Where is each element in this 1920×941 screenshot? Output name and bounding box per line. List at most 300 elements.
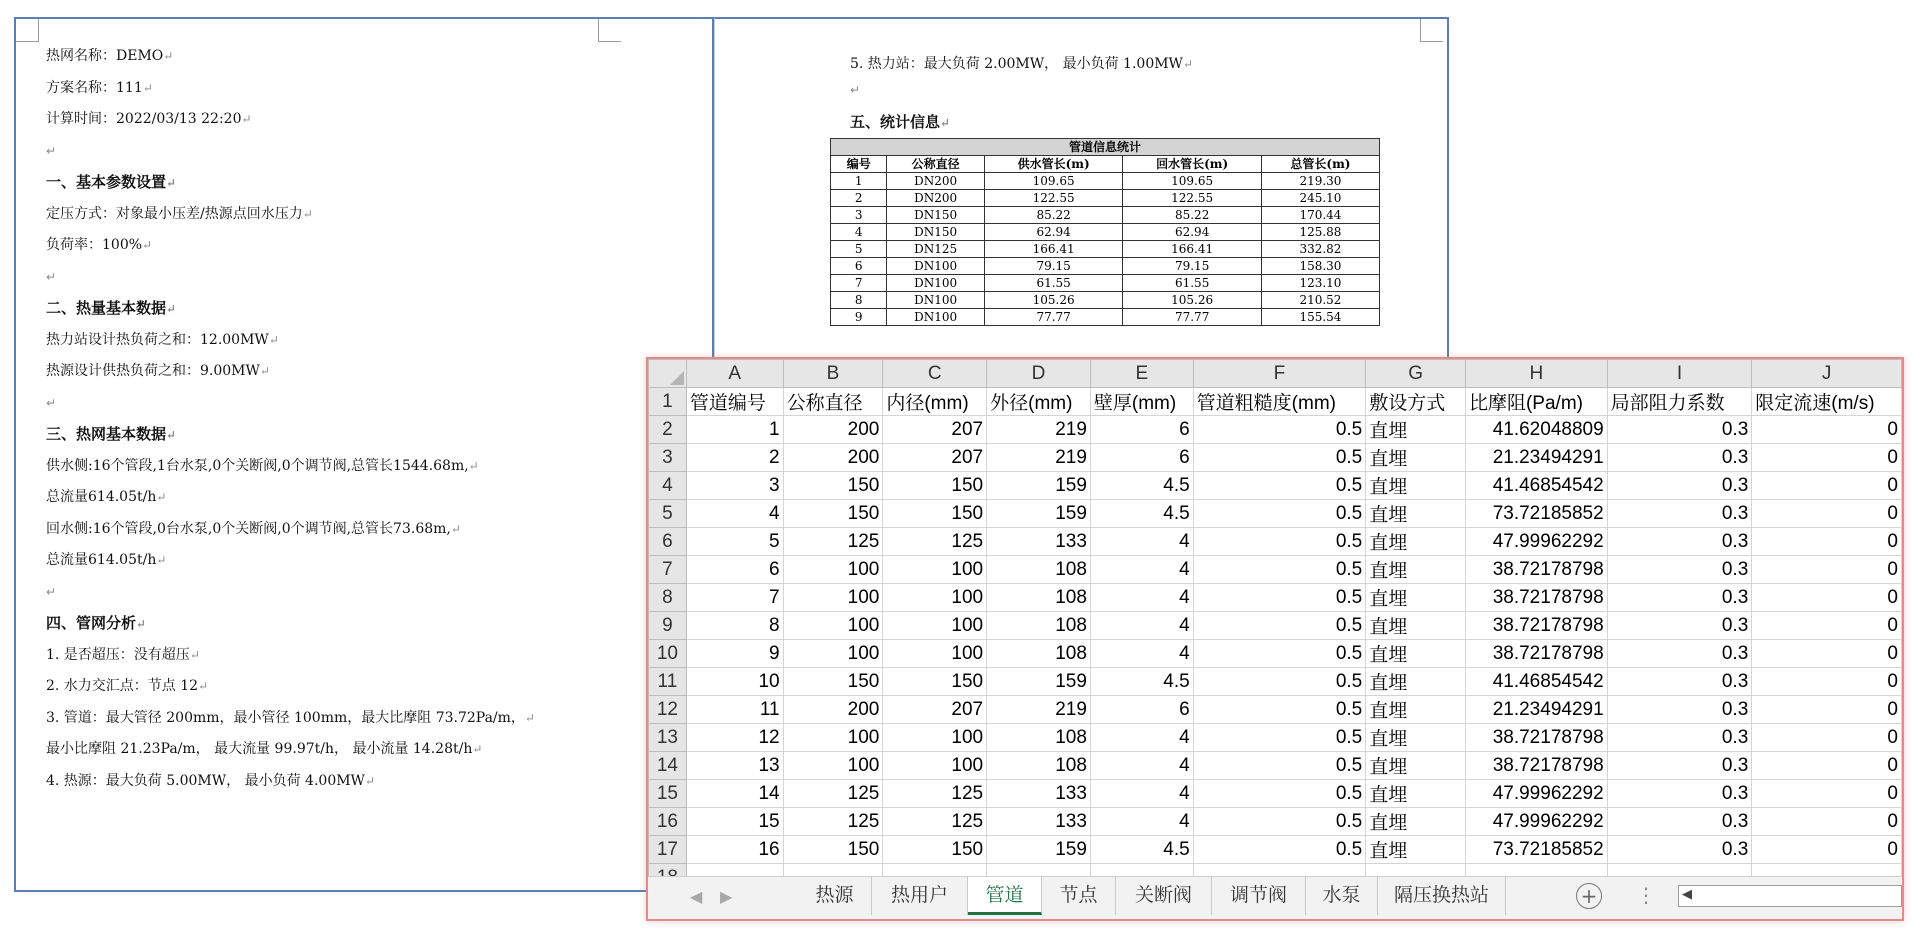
sheet-row: [649, 528, 1902, 556]
cell[interactable]: 0.5: [1193, 780, 1366, 808]
crop-mark-top-left: [16, 19, 39, 42]
cell[interactable]: 直埋: [1366, 696, 1466, 724]
row-header[interactable]: 5: [649, 500, 687, 528]
cell[interactable]: 6: [1090, 444, 1193, 472]
row-header[interactable]: 12: [649, 696, 687, 724]
cell[interactable]: 159: [987, 472, 1091, 500]
cell[interactable]: 100: [783, 724, 883, 752]
cell[interactable]: 125: [783, 780, 883, 808]
report-line-text: 四、管网分析: [46, 614, 137, 632]
cell[interactable]: 0.3: [1607, 752, 1752, 780]
sheet-row: [649, 668, 1902, 696]
cell[interactable]: 0.3: [1607, 612, 1752, 640]
report-line-text: 总流量614.05t/h: [46, 489, 157, 505]
cell[interactable]: 108: [987, 556, 1091, 584]
cell[interactable]: 0.3: [1607, 472, 1752, 500]
cell[interactable]: 41.62048809: [1465, 416, 1607, 444]
table-cell: DN100: [887, 275, 984, 292]
sheet-tab[interactable]: 水泵: [1306, 877, 1378, 915]
cell[interactable]: 4.5: [1090, 836, 1193, 864]
cell[interactable]: 2: [686, 444, 783, 472]
row-header[interactable]: 4: [649, 472, 687, 500]
cell[interactable]: 4.5: [1090, 472, 1193, 500]
sheet-tab[interactable]: 关断阀: [1116, 877, 1212, 915]
cell[interactable]: 直埋: [1366, 556, 1466, 584]
table-row: [831, 207, 1380, 224]
paragraph-mark-icon: ↵: [268, 332, 279, 347]
crop-mark-top-right: [598, 19, 621, 42]
paragraph-mark-icon: ↵: [156, 553, 167, 567]
cell[interactable]: 直埋: [1366, 500, 1466, 528]
column-header-g[interactable]: G: [1366, 360, 1466, 388]
cell[interactable]: 9: [686, 640, 783, 668]
report-line-text: 二、热量基本数据: [46, 299, 167, 317]
cell[interactable]: 100: [783, 612, 883, 640]
sheet-row: [649, 836, 1902, 864]
cell[interactable]: 47.99962292: [1465, 528, 1607, 556]
cell[interactable]: 0: [1752, 612, 1902, 640]
cell[interactable]: 0.5: [1193, 668, 1366, 696]
sheet-row: [649, 696, 1902, 724]
cell[interactable]: 125: [883, 528, 987, 556]
cell[interactable]: 108: [987, 640, 1091, 668]
cell[interactable]: 直埋: [1366, 472, 1466, 500]
report-line-text: 热网名称：DEMO: [46, 48, 164, 64]
cell[interactable]: 73.72185852: [1465, 500, 1607, 528]
cell[interactable]: 200: [783, 444, 883, 472]
cell[interactable]: 0: [1752, 696, 1902, 724]
table-cell: 109.65: [1123, 173, 1262, 190]
chevron-right-icon[interactable]: ▶: [720, 887, 733, 906]
cell[interactable]: 直埋: [1366, 528, 1466, 556]
table-row: [831, 292, 1380, 309]
cell[interactable]: 100: [783, 640, 883, 668]
cell[interactable]: 4.5: [1090, 668, 1193, 696]
cell[interactable]: 125: [783, 808, 883, 836]
cell[interactable]: 150: [783, 472, 883, 500]
sheet-tab[interactable]: 调节阀: [1212, 877, 1306, 915]
cell[interactable]: 8: [686, 612, 783, 640]
cell[interactable]: 0.3: [1607, 808, 1752, 836]
paragraph-mark-icon: ↵: [302, 206, 313, 221]
cell[interactable]: 6: [1090, 696, 1193, 724]
cell[interactable]: 21.23494291: [1465, 444, 1607, 472]
cell[interactable]: 108: [987, 612, 1091, 640]
column-header-i[interactable]: I: [1607, 360, 1752, 388]
cell[interactable]: 0.5: [1193, 472, 1366, 500]
cell[interactable]: 100: [883, 612, 987, 640]
cell[interactable]: 直埋: [1366, 780, 1466, 808]
cell[interactable]: 0: [1752, 724, 1902, 752]
paragraph-mark-icon: ↵: [189, 647, 200, 662]
table-cell: 3: [831, 207, 887, 224]
report-line: [46, 675, 208, 695]
paragraph-mark-icon: ↵: [364, 773, 376, 788]
cell[interactable]: 41.46854542: [1465, 668, 1607, 696]
cell[interactable]: 0.5: [1193, 584, 1366, 612]
chevron-left-icon[interactable]: ◀: [690, 887, 703, 906]
cell[interactable]: 12: [686, 724, 783, 752]
cell[interactable]: 11: [686, 696, 783, 724]
sheet-tab[interactable]: 隔压换热站: [1378, 877, 1506, 915]
cell[interactable]: 133: [987, 808, 1091, 836]
cell[interactable]: 5: [686, 528, 783, 556]
crop-mark-top-right: [1420, 19, 1443, 42]
cell[interactable]: 比摩阻(Pa/m): [1465, 388, 1607, 416]
table-header-row: [831, 156, 1380, 173]
cell[interactable]: 0.5: [1193, 808, 1366, 836]
row-header[interactable]: 11: [649, 668, 687, 696]
sheet-row: [649, 640, 1902, 668]
report-line-text: 供水侧:16个管段,1台水泵,0个关断阀,0个调节阀,总管长1544.68m,: [46, 457, 469, 474]
sheet-tab-bar: [648, 876, 1902, 919]
cell[interactable]: 3: [686, 472, 783, 500]
cell[interactable]: 100: [783, 584, 883, 612]
cell[interactable]: 0.5: [1193, 556, 1366, 584]
cell[interactable]: 108: [987, 752, 1091, 780]
cell[interactable]: 6: [1090, 416, 1193, 444]
cell[interactable]: 4: [1090, 780, 1193, 808]
table-cell: DN100: [887, 258, 984, 275]
cell[interactable]: 0: [1752, 640, 1902, 668]
cell[interactable]: 38.72178798: [1465, 556, 1607, 584]
cell[interactable]: 10: [686, 668, 783, 696]
row-header[interactable]: 3: [649, 444, 687, 472]
column-header-b[interactable]: B: [783, 360, 883, 388]
cell[interactable]: 0.5: [1193, 724, 1366, 752]
cell[interactable]: 0.5: [1193, 528, 1366, 556]
cell[interactable]: 0: [1752, 528, 1902, 556]
column-header-row: [649, 360, 1902, 388]
sheet-tab[interactable]: 热源: [798, 877, 872, 915]
cell[interactable]: 0: [1752, 416, 1902, 444]
cell[interactable]: 38.72178798: [1465, 584, 1607, 612]
cell[interactable]: 直埋: [1366, 724, 1466, 752]
report-line-text: 计算时间：2022/03/13 22:20: [46, 111, 242, 127]
cell[interactable]: 47.99962292: [1465, 780, 1607, 808]
report-line-text: 3. 管道：最大管径 200mm，最小管径 100mm，最大比摩阻 73.72Pa/m，: [46, 709, 525, 726]
table-cell: 77.77: [1123, 309, 1262, 326]
cell[interactable]: 14: [686, 780, 783, 808]
cell[interactable]: 0.3: [1607, 416, 1752, 444]
sheet-tab[interactable]: 热用户: [872, 877, 968, 915]
cell[interactable]: 壁厚(mm): [1090, 388, 1193, 416]
column-header-a[interactable]: A: [686, 360, 783, 388]
cell[interactable]: 100: [883, 584, 987, 612]
row-header[interactable]: 15: [649, 780, 687, 808]
cell[interactable]: 150: [883, 500, 987, 528]
cell[interactable]: 公称直径: [783, 388, 883, 416]
cell[interactable]: 0: [1752, 444, 1902, 472]
cell[interactable]: 0.3: [1607, 780, 1752, 808]
station-load-line: 5. 热力站：最大负荷 2.00MW， 最小负荷 1.00MW↵: [850, 56, 1194, 72]
cell[interactable]: 0.5: [1193, 752, 1366, 780]
cell[interactable]: 限定流速(m/s): [1752, 388, 1902, 416]
cell[interactable]: 0.5: [1193, 836, 1366, 864]
table-cell: 1: [831, 173, 887, 190]
table-cell: DN125: [887, 241, 984, 258]
cell[interactable]: 0: [1752, 472, 1902, 500]
paragraph-mark-icon: ↵: [940, 116, 951, 130]
table-cell: 79.15: [984, 258, 1123, 275]
cell[interactable]: 直埋: [1366, 584, 1466, 612]
sheet-body: [649, 388, 1902, 892]
cell[interactable]: 16: [686, 836, 783, 864]
column-header-e[interactable]: E: [1090, 360, 1193, 388]
cell[interactable]: 159: [987, 836, 1091, 864]
cell[interactable]: 4: [1090, 612, 1193, 640]
row-header[interactable]: 14: [649, 752, 687, 780]
cell[interactable]: 外径(mm): [987, 388, 1091, 416]
table-cell: 105.26: [984, 292, 1123, 309]
report-line-text: 方案名称：111: [46, 79, 143, 96]
cell[interactable]: 4: [1090, 640, 1193, 668]
cell[interactable]: 0.3: [1607, 500, 1752, 528]
cell[interactable]: 0.3: [1607, 444, 1752, 472]
report-line: [46, 486, 166, 506]
column-header-h[interactable]: H: [1465, 360, 1607, 388]
cell[interactable]: 0.5: [1193, 640, 1366, 668]
report-line: [46, 549, 166, 569]
cell[interactable]: 0: [1752, 668, 1902, 696]
cell[interactable]: 100: [883, 752, 987, 780]
table-cell: 245.10: [1261, 190, 1379, 207]
table-cell: 6: [831, 258, 887, 275]
cell[interactable]: 150: [883, 836, 987, 864]
cell[interactable]: 直埋: [1366, 752, 1466, 780]
table-row: [831, 309, 1380, 326]
table-cell: DN150: [887, 224, 984, 241]
report-line: [46, 203, 313, 223]
column-header-f[interactable]: F: [1193, 360, 1366, 388]
cell[interactable]: 125: [783, 528, 883, 556]
paragraph-mark-icon: ↵: [850, 83, 861, 97]
cell[interactable]: 局部阻力系数: [1607, 388, 1752, 416]
cell[interactable]: 内径(mm): [883, 388, 987, 416]
paragraph-mark-icon: ↵: [472, 742, 483, 756]
cell[interactable]: 4: [1090, 724, 1193, 752]
cell[interactable]: 0: [1752, 584, 1902, 612]
cell[interactable]: 0: [1752, 752, 1902, 780]
report-line-text: 回水侧:16个管段,0台水泵,0个关断阀,0个调节阀,总管长73.68m,: [46, 520, 451, 537]
sheet-tab[interactable]: 节点: [1042, 877, 1116, 915]
section-heading: [46, 423, 176, 444]
row-header[interactable]: 6: [649, 528, 687, 556]
cell[interactable]: 0.5: [1193, 444, 1366, 472]
cell[interactable]: 219: [987, 416, 1091, 444]
cell[interactable]: 100: [883, 640, 987, 668]
cell[interactable]: 直埋: [1366, 640, 1466, 668]
cell[interactable]: 0.5: [1193, 500, 1366, 528]
paragraph-mark-icon: ↵: [46, 269, 57, 284]
cell[interactable]: 0: [1752, 808, 1902, 836]
section-heading-stats: 五、统计信息↵: [850, 113, 951, 131]
row-header[interactable]: 16: [649, 808, 687, 836]
cell[interactable]: 150: [783, 836, 883, 864]
row-header[interactable]: 13: [649, 724, 687, 752]
table-cell: DN150: [887, 207, 984, 224]
horizontal-scrollbar[interactable]: [1678, 885, 1902, 907]
row-header[interactable]: 10: [649, 640, 687, 668]
cell[interactable]: 159: [987, 500, 1091, 528]
select-all-icon: [670, 371, 684, 385]
cell[interactable]: 6: [686, 556, 783, 584]
cell[interactable]: 0: [1752, 836, 1902, 864]
table-cell: 2: [831, 190, 887, 207]
sheet-row: [649, 416, 1902, 444]
cell[interactable]: 150: [883, 472, 987, 500]
cell[interactable]: 0.5: [1193, 612, 1366, 640]
cell[interactable]: 0.5: [1193, 416, 1366, 444]
table-cell: 155.54: [1261, 309, 1379, 326]
report-line-text: 总流量614.05t/h: [46, 552, 157, 568]
cell[interactable]: 38.72178798: [1465, 612, 1607, 640]
pipe-stats-table: [830, 138, 1380, 326]
cell[interactable]: 直埋: [1366, 836, 1466, 864]
cell[interactable]: 4: [1090, 808, 1193, 836]
cell[interactable]: 207: [883, 444, 987, 472]
table-cell: 105.26: [1123, 292, 1262, 309]
cell[interactable]: 150: [783, 500, 883, 528]
cell[interactable]: 125: [883, 780, 987, 808]
cell[interactable]: 0: [1752, 500, 1902, 528]
sheet-tab[interactable]: 管道: [968, 877, 1042, 915]
table-cell: 166.41: [984, 241, 1123, 258]
report-line: [46, 644, 200, 664]
cell[interactable]: 4: [1090, 752, 1193, 780]
report-line-text: 4. 热源：最大负荷 5.00MW， 最小负荷 4.00MW: [46, 772, 365, 789]
cell[interactable]: 4.5: [1090, 500, 1193, 528]
cell[interactable]: 133: [987, 780, 1091, 808]
table-cell: 122.55: [1123, 190, 1262, 207]
cell[interactable]: 219: [987, 444, 1091, 472]
cell[interactable]: 150: [783, 668, 883, 696]
paragraph-mark-icon: ↵: [468, 458, 479, 473]
cell[interactable]: 219: [987, 696, 1091, 724]
cell[interactable]: 100: [783, 556, 883, 584]
table-cell: 332.82: [1261, 241, 1379, 258]
cell[interactable]: 0.3: [1607, 668, 1752, 696]
cell[interactable]: 21.23494291: [1465, 696, 1607, 724]
row-header[interactable]: 1: [649, 388, 687, 416]
cell[interactable]: 4: [1090, 528, 1193, 556]
cell[interactable]: 管道编号: [686, 388, 783, 416]
cell[interactable]: 4: [1090, 556, 1193, 584]
cell[interactable]: 100: [883, 724, 987, 752]
cell[interactable]: 108: [987, 724, 1091, 752]
column-header-j[interactable]: J: [1752, 360, 1902, 388]
table-header-cell: 供水管长(m): [984, 156, 1123, 173]
cell[interactable]: 直埋: [1366, 668, 1466, 696]
cell[interactable]: 125: [883, 808, 987, 836]
row-header[interactable]: 7: [649, 556, 687, 584]
cell[interactable]: 207: [883, 416, 987, 444]
cell[interactable]: 1: [686, 416, 783, 444]
cell[interactable]: 100: [783, 752, 883, 780]
word-page-right: [714, 17, 1449, 362]
report-line: [46, 45, 173, 65]
paragraph-mark-icon: ↵: [46, 584, 57, 599]
cell[interactable]: 207: [883, 696, 987, 724]
cell[interactable]: 73.72185852: [1465, 836, 1607, 864]
cell[interactable]: 直埋: [1366, 612, 1466, 640]
cell[interactable]: 200: [783, 696, 883, 724]
report-line: [46, 234, 152, 254]
report-line-text: 1. 是否超压：没有超压: [46, 646, 190, 663]
row-header[interactable]: 9: [649, 612, 687, 640]
table-cell: 77.77: [984, 309, 1123, 326]
cell[interactable]: 41.46854542: [1465, 472, 1607, 500]
cell[interactable]: 7: [686, 584, 783, 612]
cell[interactable]: 0.3: [1607, 528, 1752, 556]
column-header-c[interactable]: C: [883, 360, 987, 388]
table-cell: 9: [831, 309, 887, 326]
cell[interactable]: 4: [1090, 584, 1193, 612]
cell[interactable]: 15: [686, 808, 783, 836]
paragraph-mark-icon: ↵: [142, 238, 153, 252]
cell[interactable]: 38.72178798: [1465, 752, 1607, 780]
row-header[interactable]: 17: [649, 836, 687, 864]
cell[interactable]: 0.3: [1607, 836, 1752, 864]
cell[interactable]: 0: [1752, 780, 1902, 808]
cell[interactable]: 直埋: [1366, 416, 1466, 444]
report-line-text: 热力站设计热负荷之和：12.00MW: [46, 331, 269, 348]
paragraph-mark-icon: ↵: [156, 490, 167, 504]
cell[interactable]: 0: [1752, 556, 1902, 584]
cell[interactable]: 0.3: [1607, 584, 1752, 612]
cell[interactable]: 159: [987, 668, 1091, 696]
vertical-ellipsis-icon[interactable]: ⋮: [1636, 883, 1656, 907]
table-cell: 123.10: [1261, 275, 1379, 292]
table-cell: 61.55: [984, 275, 1123, 292]
cell[interactable]: 150: [883, 668, 987, 696]
paragraph-mark-icon: ↵: [450, 521, 461, 536]
report-line-text: 2. 水力交汇点：节点 12: [46, 678, 199, 694]
table-cell: 210.52: [1261, 292, 1379, 309]
row-header[interactable]: 2: [649, 416, 687, 444]
table-cell: 8: [831, 292, 887, 309]
cell[interactable]: 47.99962292: [1465, 808, 1607, 836]
cell[interactable]: 38.72178798: [1465, 724, 1607, 752]
select-all-corner[interactable]: [649, 360, 687, 388]
cell[interactable]: 133: [987, 528, 1091, 556]
cell[interactable]: 100: [883, 556, 987, 584]
cell[interactable]: 0.3: [1607, 724, 1752, 752]
paragraph-mark-icon: ↵: [163, 49, 174, 63]
cell[interactable]: 敷设方式: [1366, 388, 1466, 416]
cell[interactable]: 13: [686, 752, 783, 780]
cell[interactable]: 38.72178798: [1465, 640, 1607, 668]
add-sheet-button[interactable]: [1576, 883, 1602, 909]
cell[interactable]: 直埋: [1366, 808, 1466, 836]
cell[interactable]: 0.3: [1607, 640, 1752, 668]
column-header-d[interactable]: D: [987, 360, 1091, 388]
sheet-row: [649, 752, 1902, 780]
cell[interactable]: 直埋: [1366, 444, 1466, 472]
table-cell: 166.41: [1123, 241, 1262, 258]
cell[interactable]: 管道粗糙度(mm): [1193, 388, 1366, 416]
cell[interactable]: 108: [987, 584, 1091, 612]
cell[interactable]: 4: [686, 500, 783, 528]
cell[interactable]: 0.3: [1607, 556, 1752, 584]
section-heading: [46, 297, 176, 318]
cell[interactable]: 200: [783, 416, 883, 444]
cell[interactable]: 0.5: [1193, 696, 1366, 724]
row-header[interactable]: 8: [649, 584, 687, 612]
section-heading: [46, 171, 176, 192]
cell[interactable]: 0.3: [1607, 696, 1752, 724]
triangle-left-icon[interactable]: ◀: [1682, 887, 1692, 902]
